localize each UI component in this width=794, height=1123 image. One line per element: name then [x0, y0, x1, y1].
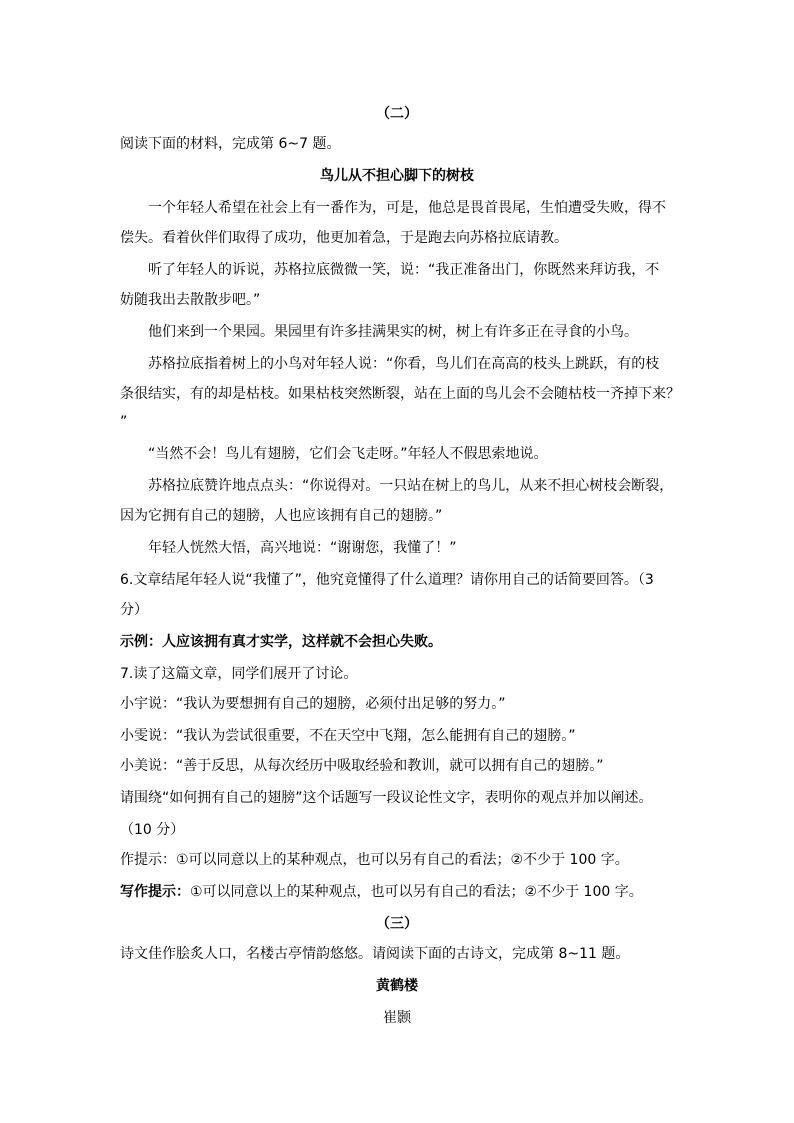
writing-hint-text: ①可以同意以上的某种观点，也可以另有自己的看法；②不少于 100 字。 — [190, 884, 643, 900]
paragraph-line: 年轻人恍然大悟，高兴地说：“谢谢您，我懂了！” — [148, 540, 457, 556]
writing-hint-label: 写作提示： — [120, 884, 190, 900]
question-6-answer: 示例：人应该拥有真才实学，这样就不会担心失败。 — [120, 634, 442, 650]
paragraph-line: 一个年轻人希望在社会上有一番作为，可是，他总是畏首畏尾，生怕遭受失败，得不 — [148, 200, 666, 216]
section-3-instruction: 诗文佳作脍炙人口，名楼古亭情韵悠悠。请阅读下面的古诗文，完成第 8~11 题。 — [120, 946, 630, 962]
article-title: 鸟儿从不担心脚下的树枝 — [320, 168, 474, 184]
paragraph-line: ” — [120, 414, 128, 430]
writing-hint-bold — [120, 882, 643, 902]
poem-title: 黄鹤楼 — [376, 978, 418, 994]
section-3-heading: （三） — [376, 916, 418, 932]
paragraph-line: 他们来到一个果园。果园里有许多挂满果实的树，树上有许多正在寻食的小鸟。 — [148, 324, 638, 340]
paragraph-line: 条很结实，有的却是枯枝。如果枯枝突然断裂，站在上面的鸟儿会不会随枯枝一齐掉下来？ — [120, 386, 680, 402]
question-7: 7.读了这篇文章，同学们展开了讨论。 — [120, 666, 358, 682]
quote-xiaowen: 小雯说：“我认为尝试很重要，不在天空中飞翔，怎么能拥有自己的翅膀。” — [120, 728, 576, 744]
paragraph-line: 苏格拉底指着树上的小鸟对年轻人说：“你看，鸟儿们在高高的枝头上跳跃，有的枝 — [148, 356, 660, 372]
question-7-score: （10 分） — [120, 822, 185, 838]
paragraph-line: “当然不会！鸟儿有翅膀，它们会飞走呀。”年轻人不假思索地说。 — [148, 446, 548, 462]
paragraph-line: 偿失。看着伙伴们取得了成功，他更加着急，于是跑去向苏格拉底请教。 — [120, 230, 568, 246]
question-6-cont: 分） — [120, 602, 148, 618]
writing-hint: 作提示：①可以同意以上的某种观点，也可以另有自己的看法；②不少于 100 字。 — [120, 852, 629, 868]
poem-author: 崔颢 — [383, 1010, 411, 1026]
section-2-heading: （二） — [376, 106, 418, 122]
paragraph-line: 妨随我出去散散步吧。” — [120, 292, 261, 308]
quote-xiaoyu: 小宇说：“我认为要想拥有自己的翅膀，必须付出足够的努力。” — [120, 696, 506, 712]
section-2-instruction: 阅读下面的材料，完成第 6~7 题。 — [120, 136, 341, 152]
paragraph-line: 因为它拥有自己的翅膀，人也应该拥有自己的翅膀。” — [120, 508, 443, 524]
question-7-task: 请围绕“如何拥有自己的翅膀”这个话题写一段议论性文字，表明你的观点并加以阐述。 — [120, 790, 653, 806]
question-6: 6.文章结尾年轻人说“我懂了”，他究竟懂得了什么道理？请你用自己的话简要回答。（3 — [120, 572, 654, 588]
paragraph-line: 苏格拉底赞许地点点头：“你说得对。一只站在树上的鸟儿，从来不担心树枝会断裂， — [148, 478, 674, 494]
quote-xiaomei: 小美说：“善于反思，从每次经历中吸取经验和教训，就可以拥有自己的翅膀。” — [120, 758, 604, 774]
paragraph-line: 听了年轻人的诉说，苏格拉底微微一笑，说：“我正准备出门，你既然来拜访我，不 — [148, 262, 660, 278]
